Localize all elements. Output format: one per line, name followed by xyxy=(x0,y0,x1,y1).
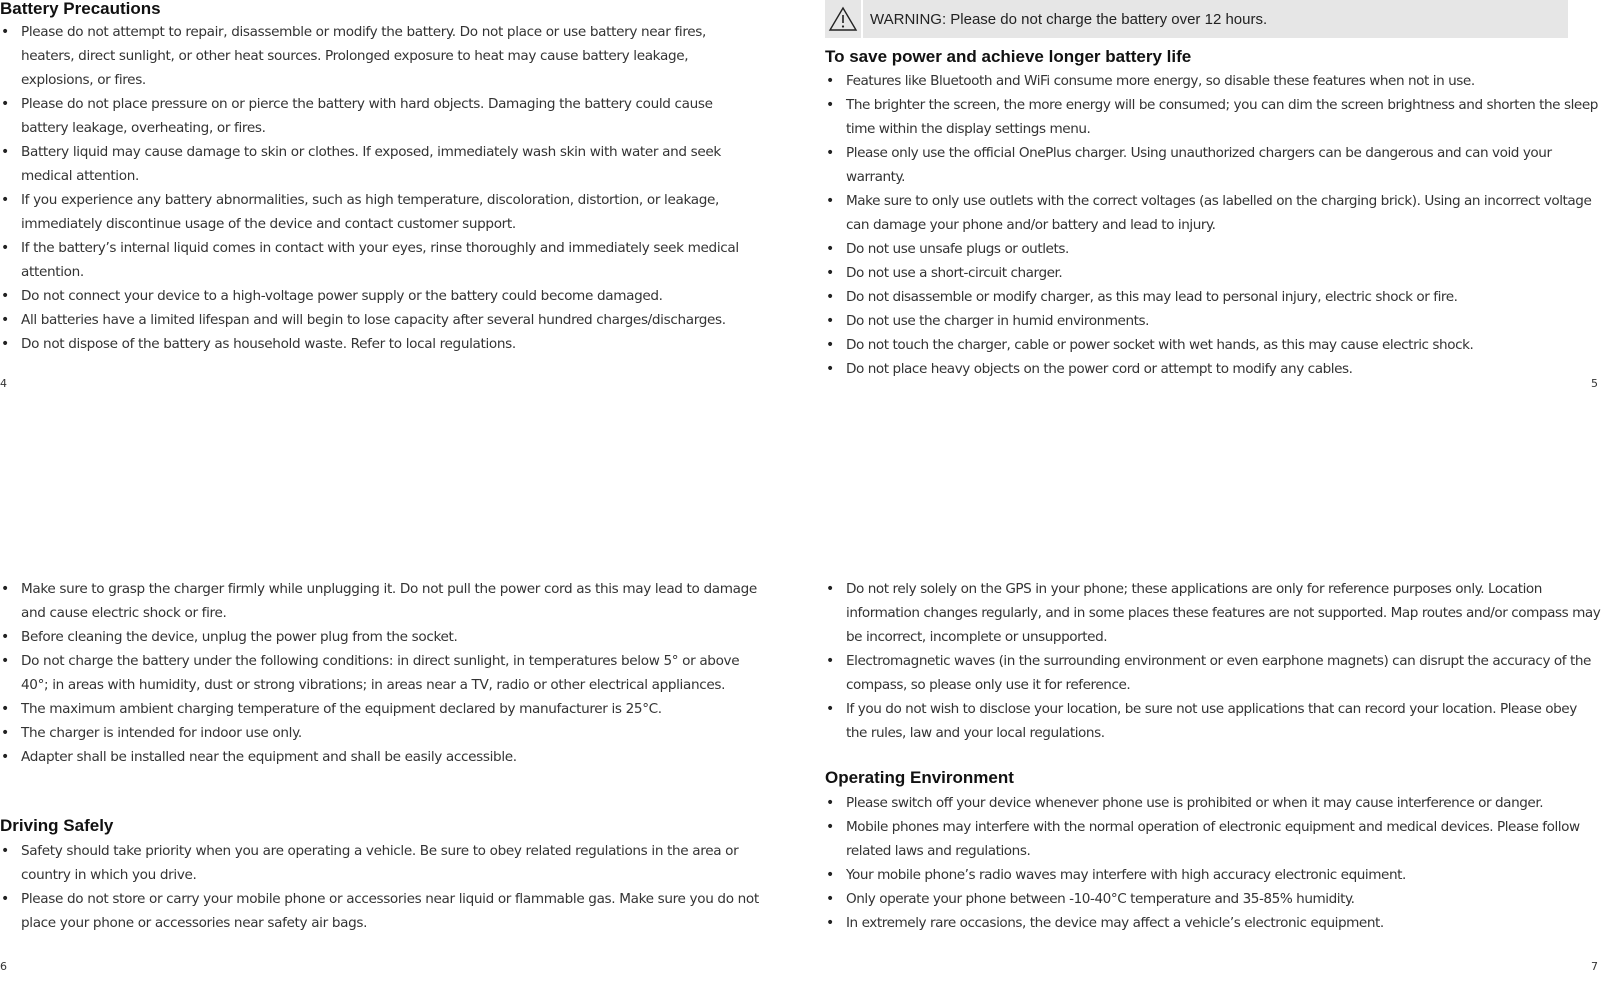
list-item: • Mobile phones may interfere with the normal operation of electronic equipment and medical devices. Please follow related laws and regulations. xyxy=(825,815,1601,863)
list-item: • Make sure to only use outlets with the correct voltages (as labelled on the charging brick). Using an incorrect voltage can damage your phone and/or battery and lead to injury. xyxy=(825,189,1601,237)
list-item: • All batteries have a limited lifespan and will begin to lose capacity after several hundred charges/discharges. xyxy=(0,308,760,332)
list-item: • Only operate your phone between -10-40°C temperature and 35-85% humidity. xyxy=(825,887,1601,911)
list-item: • Do not use unsafe plugs or outlets. xyxy=(825,237,1601,261)
charger-safety-list xyxy=(0,577,760,769)
battery-precautions-list xyxy=(0,20,760,356)
list-item: • The brighter the screen, the more energy will be consumed; you can dim the screen brightness and shorten the sleep time within the display settings menu. xyxy=(825,93,1601,141)
section-title-driving-safely: Driving Safely xyxy=(0,816,114,835)
list-item: • Please do not place pressure on or pierce the battery with hard objects. Damaging the battery could cause battery leakage, overheating, or fires. xyxy=(0,92,760,140)
list-item: • Please do not store or carry your mobile phone or accessories near liquid or flammable gas. Make sure you do not place your phone or accessories near safety air bags. xyxy=(0,887,760,935)
list-item: • Before cleaning the device, unplug the power plug from the socket. xyxy=(0,625,760,649)
list-item: • Do not disassemble or modify charger, as this may lead to personal injury, electric shock or fire. xyxy=(825,285,1601,309)
list-item: • Safety should take priority when you are operating a vehicle. Be sure to obey related regulations in the area or country in which you drive. xyxy=(0,839,760,887)
list-item: • Please switch off your device whenever phone use is prohibited or when it may cause interference or danger. xyxy=(825,791,1601,815)
page-number: 5 xyxy=(1591,377,1598,390)
gps-compass-list xyxy=(825,577,1601,745)
warning-icon xyxy=(825,0,863,38)
list-item: • Please do not attempt to repair, disassemble or modify the battery. Do not place or use battery near fires, heaters, direct sunlight, or other heat sources. Prolonged exposure to heat may cause battery leakage, explosions, or fires. xyxy=(0,20,760,92)
list-item: • If you experience any battery abnormalities, such as high temperature, discoloration, distortion, or leakage, immediately discontinue usage of the device and contact customer support. xyxy=(0,188,760,236)
driving-safely-list xyxy=(0,839,760,935)
battery-life-list xyxy=(825,69,1601,381)
list-item: • Do not use a short-circuit charger. xyxy=(825,261,1601,285)
page-number: 4 xyxy=(0,377,7,390)
list-item: • Your mobile phone’s radio waves may interfere with high accuracy electronic equiment. xyxy=(825,863,1601,887)
list-item: • Electromagnetic waves (in the surrounding environment or even earphone magnets) can disrupt the accuracy of the compass, so please only use it for reference. xyxy=(825,649,1601,697)
list-item: • Do not dispose of the battery as household waste. Refer to local regulations. xyxy=(0,332,760,356)
list-item: • Make sure to grasp the charger firmly while unplugging it. Do not pull the power cord as this may lead to damage and cause electric shock or fire. xyxy=(0,577,760,625)
list-item: • Please only use the official OnePlus charger. Using unauthorized chargers can be dangerous and can void your warranty. xyxy=(825,141,1601,189)
list-item: • The charger is intended for indoor use only. xyxy=(0,721,760,745)
section-title-battery-life: To save power and achieve longer battery life xyxy=(825,47,1192,66)
operating-environment-list xyxy=(825,791,1601,935)
list-item: • Do not rely solely on the GPS in your phone; these applications are only for reference purposes only. Location information changes regularly, and in some places these features are not supported. Map routes and/or compass may be incorrect, incomplete or unsupported. xyxy=(825,577,1601,649)
section-title-operating-environment: Operating Environment xyxy=(825,768,1014,787)
page-7 xyxy=(825,575,1601,992)
list-item: • Adapter shall be installed near the equipment and shall be easily accessible. xyxy=(0,745,760,769)
page-6 xyxy=(0,575,780,992)
list-item: • Do not use the charger in humid environments. xyxy=(825,309,1601,333)
warning-banner xyxy=(825,0,1568,38)
list-item: • Battery liquid may cause damage to skin or clothes. If exposed, immediately wash skin with water and seek medical attention. xyxy=(0,140,760,188)
section-title-battery-precautions: Battery Precautions xyxy=(0,0,161,18)
page-5 xyxy=(825,0,1601,400)
page-4 xyxy=(0,0,780,400)
list-item: • The maximum ambient charging temperature of the equipment declared by manufacturer is 25°C. xyxy=(0,697,760,721)
list-item: • In extremely rare occasions, the device may affect a vehicle’s electronic equipment. xyxy=(825,911,1601,935)
list-item: • If the battery’s internal liquid comes in contact with your eyes, rinse thoroughly and immediately seek medical attention. xyxy=(0,236,760,284)
list-item: • If you do not wish to disclose your location, be sure not use applications that can record your location. Please obey the rules, law and your local regulations. xyxy=(825,697,1601,745)
list-item: • Features like Bluetooth and WiFi consume more energy, so disable these features when not in use. xyxy=(825,69,1601,93)
list-item: • Do not charge the battery under the following conditions: in direct sunlight, in temperatures below 5° or above 40°; in areas with humidity, dust or strong vibrations; in areas near a TV, radio or other electrical appliances. xyxy=(0,649,760,697)
page-number: 6 xyxy=(0,960,7,973)
list-item: • Do not connect your device to a high-voltage power supply or the battery could become damaged. xyxy=(0,284,760,308)
list-item: • Do not place heavy objects on the power cord or attempt to modify any cables. xyxy=(825,357,1601,381)
page-number: 7 xyxy=(1591,960,1598,973)
list-item: • Do not touch the charger, cable or power socket with wet hands, as this may cause electric shock. xyxy=(825,333,1601,357)
warning-text: WARNING: Please do not charge the battery over 12 hours. xyxy=(870,10,1268,28)
